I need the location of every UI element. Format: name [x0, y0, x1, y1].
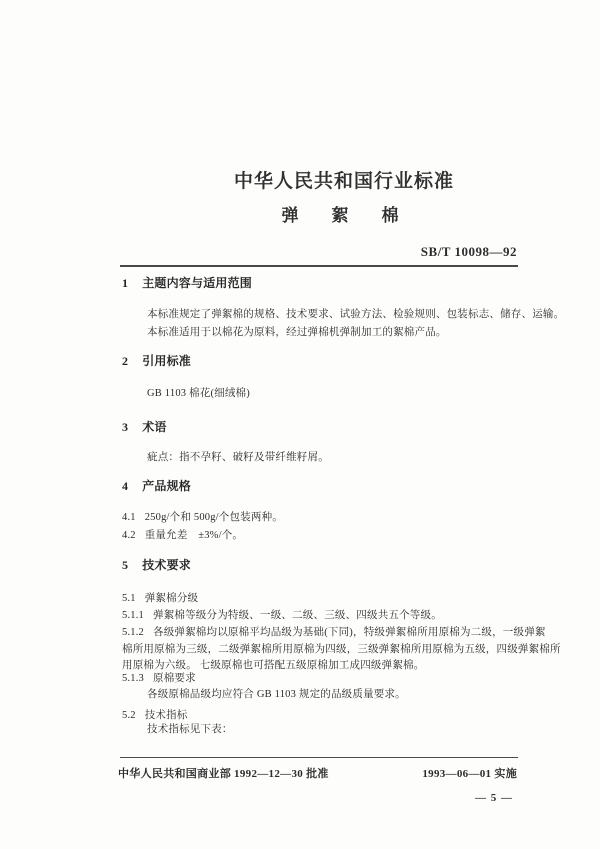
page-number: — 5 —: [475, 792, 513, 804]
clause-5-1-2-line: 用原棉为六级。 七级原棉也可搭配五级原棉加工成四级弹絮棉。: [122, 660, 425, 671]
section-3-term-line: 疵点：指不孕籽、破籽及带纤维籽屑。: [147, 452, 329, 463]
clause-4-1: [122, 509, 283, 526]
clause-5-2-paragraph-line: 技术指标见下表：: [147, 724, 233, 735]
standard-number: SB/T 10098—92: [420, 244, 517, 259]
clause-5-1-2-line: [122, 624, 546, 641]
clause-number: 5.1.2: [122, 627, 144, 638]
clause-5-1-3-paragraph-line: 各级原棉品级均应符合 GB 1103 规定的品级质量要求。: [147, 689, 406, 700]
section-1-heading: [122, 275, 252, 292]
clause-4-2: [122, 527, 243, 544]
clause-number: 5.2: [122, 710, 136, 721]
section-number: 1: [122, 276, 129, 290]
section-1-paragraph-line: 本标准规定了弹絮棉的规格、技术要求、试验方法、检验规则、包装标志、储存、运输。: [147, 309, 565, 320]
section-2-heading: [122, 353, 191, 370]
clause-number: 5.1.1: [122, 610, 144, 621]
document-title: 弹 絮 棉: [281, 206, 407, 225]
section-number: 5: [122, 558, 129, 572]
section-number: 2: [122, 354, 129, 368]
clause-number: 5.1.3: [122, 673, 144, 684]
section-title: 技术要求: [142, 558, 192, 572]
clause-text: 弹絮棉等级分为特级、一级、二级、三级、四级共五个等级。: [153, 610, 442, 621]
footer-rule: [120, 757, 518, 758]
implementation-date: 1993—06—01 实施: [422, 768, 517, 780]
header-rule: [120, 265, 518, 267]
section-title: 引用标准: [142, 354, 192, 368]
approval-statement: 中华人民共和国商业部 1992—12—30 批准: [118, 768, 329, 780]
section-5-heading: [122, 557, 191, 574]
section-3-heading: [122, 419, 167, 436]
clause-number: 4.1: [122, 512, 136, 523]
clause-text: 各级弹絮棉均以原棉平均品级为基础(下同)，特级弹絮棉所用原棉为二级，一级弹絮: [153, 627, 546, 638]
standard-type-label: 中华人民共和国行业标准: [233, 171, 454, 192]
clause-text: 弹絮棉分级: [144, 593, 199, 604]
section-title: 主题内容与适用范围: [142, 276, 253, 290]
clause-text: 重量允差 ±3%/个。: [144, 530, 244, 541]
clause-5-1-2-line: 棉所用原棉为三级，二级弹絮棉所用原棉为四级，三级弹絮棉所用原棉为五级，四级弹絮棉所: [122, 644, 561, 655]
clause-number: 4.2: [122, 530, 136, 541]
section-title: 产品规格: [142, 479, 192, 493]
clause-5-1: [122, 590, 198, 607]
clause-text: 250g/个和 500g/个包装两种。: [144, 512, 283, 523]
section-1-paragraph-line: 本标准适用于以棉花为原料，经过弹棉机弹制加工的絮棉产品。: [147, 327, 447, 338]
section-2-reference-line: GB 1103 棉花(细绒棉): [147, 388, 250, 399]
section-title: 术语: [142, 420, 167, 434]
clause-text: 技术指标: [144, 710, 188, 721]
section-number: 4: [122, 479, 129, 493]
clause-number: 5.1: [122, 593, 136, 604]
section-number: 3: [122, 420, 129, 434]
clause-5-1-1: [122, 607, 442, 624]
section-4-heading: [122, 478, 191, 495]
clause-5-1-3: [122, 670, 196, 687]
clause-text: 原棉要求: [153, 673, 196, 684]
